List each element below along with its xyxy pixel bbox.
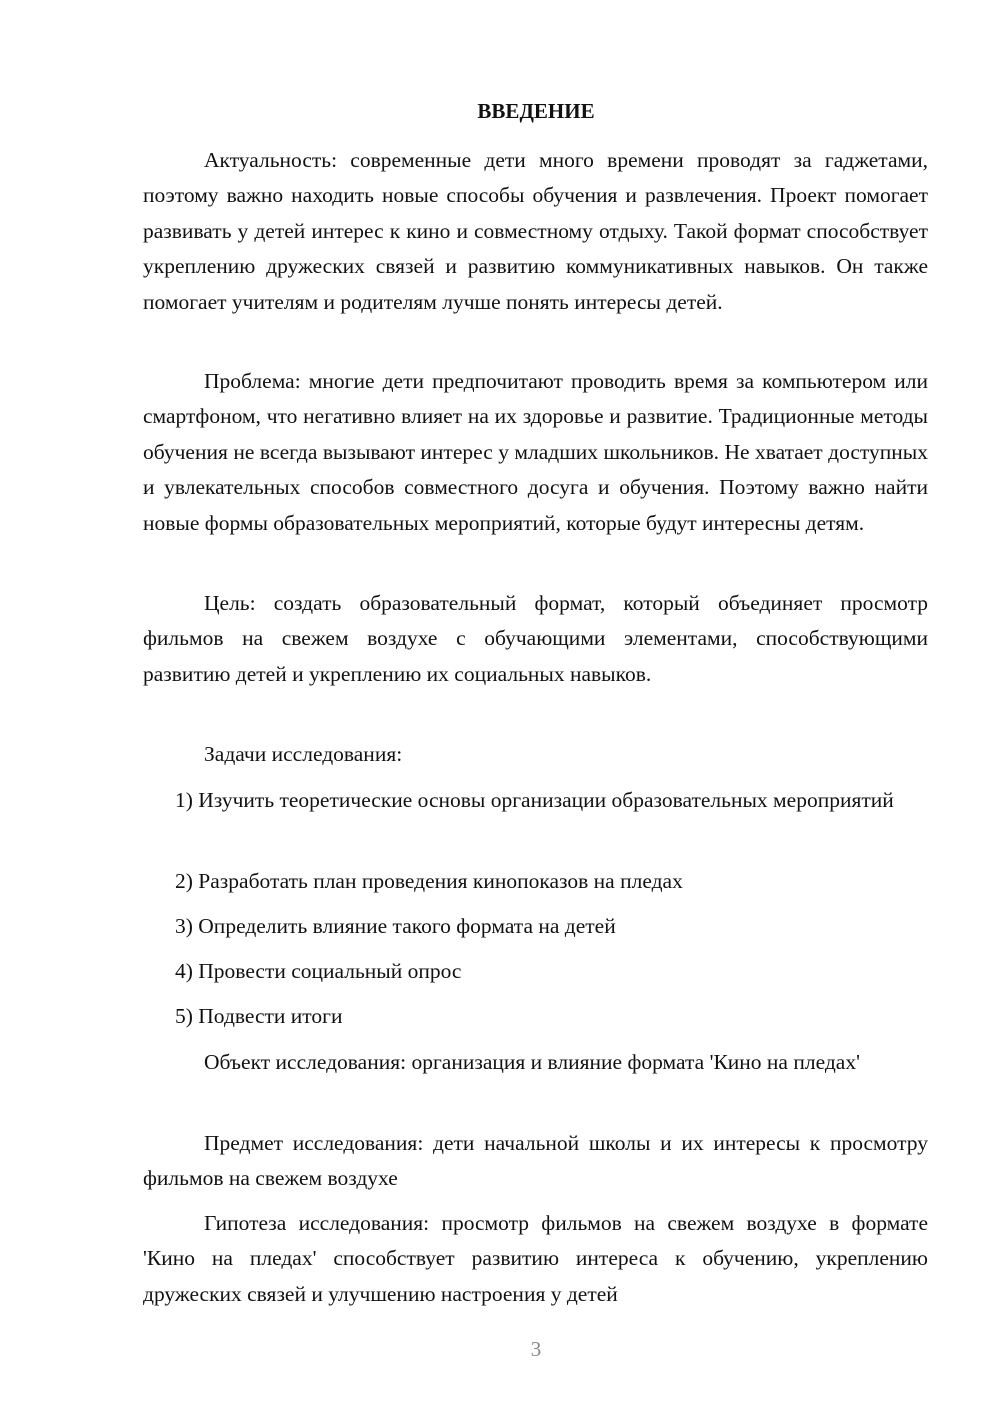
task-item-4: 4) Провести социальный опрос <box>175 959 462 983</box>
section-title: ВВЕДЕНИЕ <box>477 99 595 123</box>
tasks-heading: Задачи исследования: <box>204 742 403 766</box>
task-item-5: 5) Подвести итоги <box>175 1004 343 1028</box>
paragraph-problem: Проблема: многие дети предпочитают проводить время за компьютером или смартфоном, что негативно влияет на их здоровье и развитие. Традиционные методы обучения не всегда вызывают интерес у младших школьников. Не хватает доступных и увлекательных способов совместного досуга и обучения. Поэтому важно найти новые формы образовательных мероприятий, которые будут интересны детям. <box>143 369 928 535</box>
paragraph-subject: Предмет исследования: дети начальной школы и их интересы к просмотру фильмов на свежем воздухе <box>143 1131 928 1191</box>
task-item-3: 3) Определить влияние такого формата на детей <box>175 914 616 938</box>
paragraph-relevance: Актуальность: современные дети много времени проводят за гаджетами, поэтому важно находить новые способы обучения и развлечения. Проект помогает развивать у детей интерес к кино и совместному отдыху. Такой формат способствует укреплению дружеских связей и развитию коммуникативных навыков. Он также помогает учителям и родителям лучше понять интересы детей. <box>143 148 928 314</box>
page-number: 3 <box>530 1337 542 1361</box>
paragraph-object: Объект исследования: организация и влияние формата 'Кино на пледах' <box>204 1050 860 1074</box>
task-item-1: 1) Изучить теоретические основы организации образовательных мероприятий <box>175 788 894 812</box>
paragraph-hypothesis: Гипотеза исследования: просмотр фильмов на свежем воздухе в формате 'Кино на пледах' способствует развитию интереса к обучению, укреплению дружеских связей и улучшению настроения у детей <box>143 1211 928 1306</box>
paragraph-goal: Цель: создать образовательный формат, который объединяет просмотр фильмов на свежем воздухе с обучающими элементами, способствующими развитию детей и укреплению их социальных навыков. <box>143 591 928 686</box>
task-item-2: 2) Разработать план проведения кинопоказов на пледах <box>175 869 683 893</box>
